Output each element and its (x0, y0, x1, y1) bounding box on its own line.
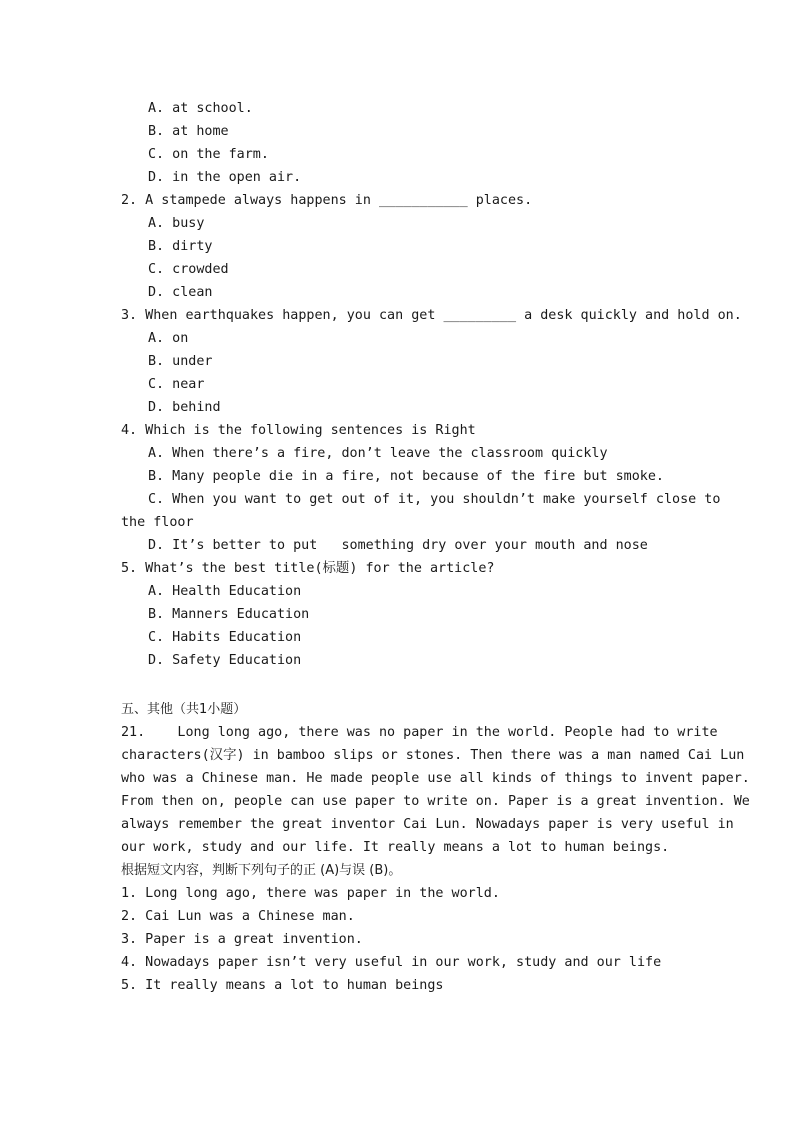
q4-option-c-continuation: the floor (121, 515, 194, 530)
q1-options (121, 97, 681, 189)
passage-line: our work, study and our life. It really means a lot to human beings. (121, 840, 670, 855)
passage-line: who was a Chinese man. He made people use all kinds of things to invent paper. (121, 771, 750, 786)
q5-option-c: C. Habits Education (148, 630, 302, 645)
q3-option-a: A. on (148, 331, 189, 346)
statement-1: 1. Long long ago, there was paper in the world. (121, 886, 500, 901)
statement-4: 4. Nowadays paper isn’t very useful in our work, study and our life (121, 955, 662, 970)
true-false-statements (121, 882, 681, 997)
document-page (121, 97, 750, 997)
q4-option-a: A. When there’s a fire, don’t leave the classroom quickly (148, 446, 608, 461)
q1-option-d: D. in the open air. (148, 170, 302, 185)
q1-option-a: A. at school. (148, 101, 253, 116)
q2-stem: 2. A stampede always happens in ___________ places. (121, 193, 533, 208)
passage-line: always remember the great inventor Cai Lun. Nowadays paper is very useful in (121, 817, 734, 832)
question-4 (121, 419, 721, 557)
section-heading: 五、其他（共1小题） (121, 702, 247, 717)
instruction: 根据短文内容，判断下列句子的正 (A)与误 (B)。 (121, 863, 402, 878)
q4-option-d: D. It’s better to put something dry over your mouth and nose (148, 538, 648, 553)
question-5 (121, 557, 681, 672)
statement-2: 2. Cai Lun was a Chinese man. (121, 909, 355, 924)
passage-line: characters(汉字) in bamboo slips or stones. Then there was a man named Cai Lun (121, 748, 745, 763)
q2-option-b: B. dirty (148, 239, 213, 254)
statement-5: 5. It really means a lot to human beings (121, 978, 444, 993)
statement-3: 3. Paper is a great invention. (121, 932, 363, 947)
q5-option-d: D. Safety Education (148, 653, 302, 668)
q5-option-a: A. Health Education (148, 584, 302, 599)
q4-stem: 4. Which is the following sentences is Right (121, 423, 476, 438)
question-3 (121, 304, 742, 419)
passage-line: From then on, people can use paper to write on. Paper is a great invention. We (121, 794, 750, 809)
q5-stem: 5. What’s the best title(标题) for the article? (121, 561, 495, 576)
q5-option-b: B. Manners Education (148, 607, 310, 622)
q2-option-d: D. clean (148, 285, 213, 300)
q3-option-d: D. behind (148, 400, 221, 415)
q4-option-b: B. Many people die in a fire, not because of the fire but smoke. (148, 469, 664, 484)
q2-option-a: A. busy (148, 216, 205, 231)
q4-option-c: C. When you want to get out of it, you shouldn’t make yourself close to (148, 492, 721, 507)
section-gap (121, 672, 681, 698)
question-2 (121, 189, 681, 304)
q2-option-c: C. crowded (148, 262, 229, 277)
q1-option-c: C. on the farm. (148, 147, 269, 162)
q1-option-b: B. at home (148, 124, 229, 139)
reading-passage (121, 721, 750, 859)
passage-line: 21. Long long ago, there was no paper in the world. People had to write (121, 725, 718, 740)
section-5 (121, 698, 750, 997)
q3-option-b: B. under (148, 354, 213, 369)
q3-stem: 3. When earthquakes happen, you can get _________ a desk quickly and hold on. (121, 308, 742, 323)
q3-option-c: C. near (148, 377, 205, 392)
